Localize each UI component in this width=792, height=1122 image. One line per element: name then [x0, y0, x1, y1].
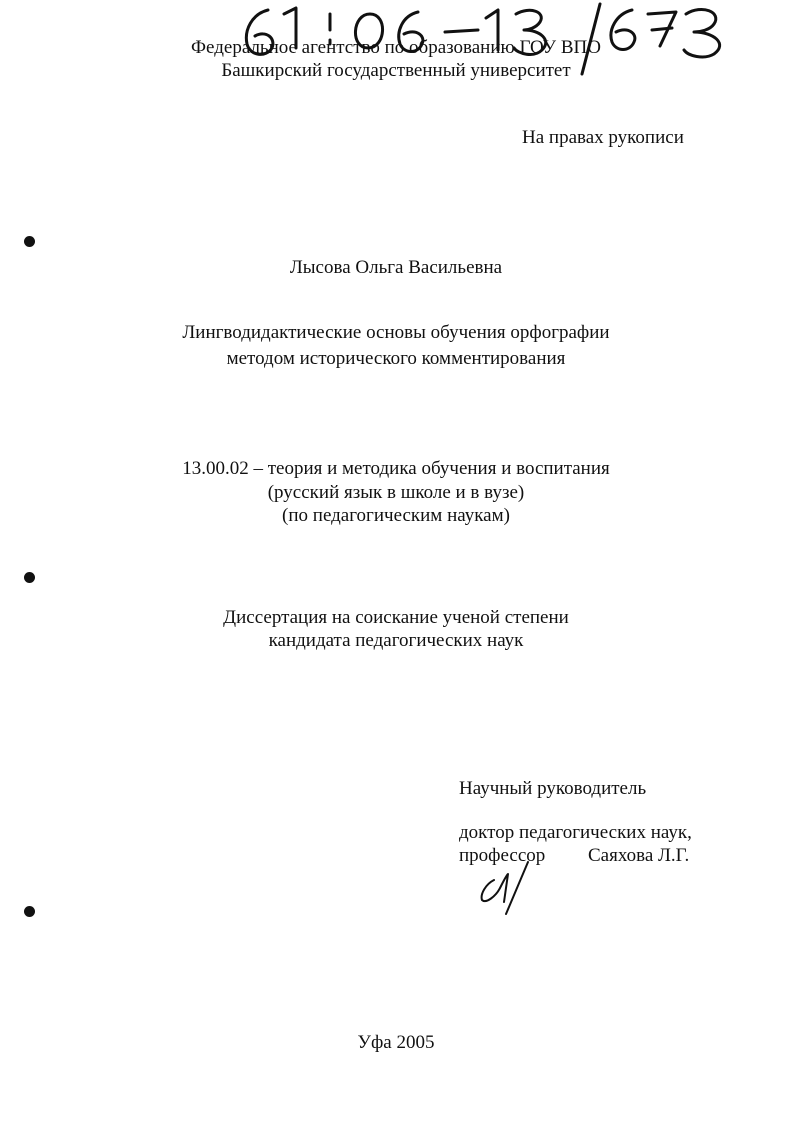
supervisor-credentials: доктор педагогических наук,	[459, 822, 692, 843]
thesis-title-line-2: методом исторического комментирования	[226, 348, 566, 369]
agency-name: Федеральное агентство по образованию ГОУ ВПО	[191, 37, 601, 58]
specialty-line-2: (русский язык в школе и в вузе)	[267, 482, 525, 503]
degree-line-1: Диссертация на соискание ученой степени	[223, 607, 569, 628]
supervisor-name: Саяхова Л.Г.	[588, 845, 690, 866]
supervisor-position: профессор	[459, 845, 546, 866]
university-name: Башкирский государственный университет	[221, 60, 571, 81]
degree-line-2: кандидата педагогических наук	[268, 630, 524, 651]
specialty-line-1: 13.00.02 – теория и методика обучения и воспитания	[182, 458, 610, 479]
supervisor-label: Научный руководитель	[459, 778, 647, 799]
city-year: Уфа 2005	[357, 1032, 435, 1053]
author-name: Лысова Ольга Васильевна	[289, 257, 503, 278]
binding-hole	[24, 236, 35, 247]
specialty-line-3: (по педагогическим наукам)	[282, 505, 510, 526]
binding-hole	[24, 572, 35, 583]
rights-notice: На правах рукописи	[522, 127, 684, 148]
thesis-title-line-1: Лингводидактические основы обучения орфографии	[182, 322, 610, 343]
binding-hole	[24, 906, 35, 917]
